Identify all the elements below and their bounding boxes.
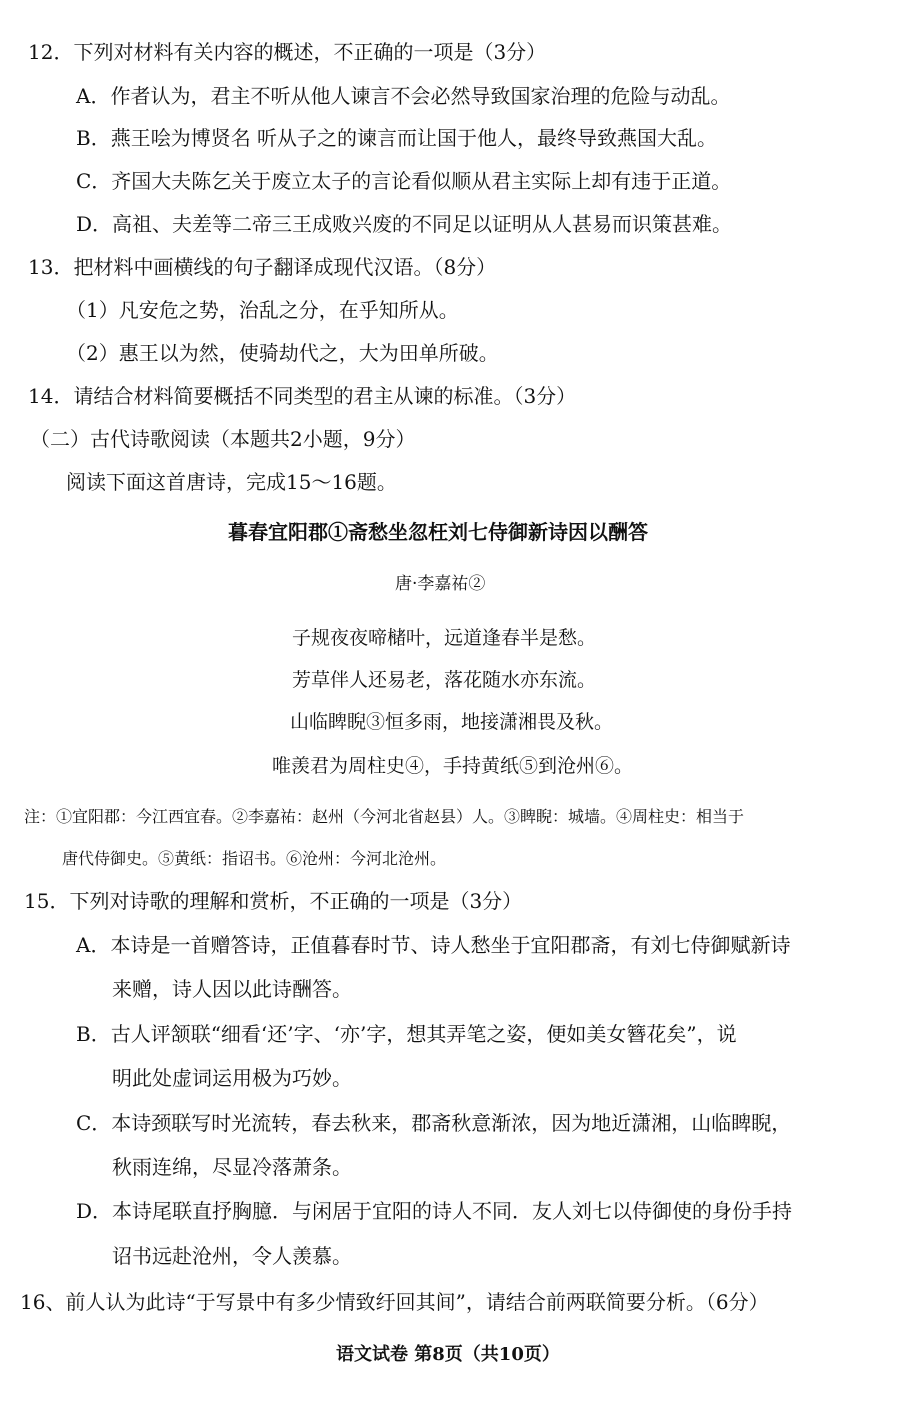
section-heading: （二）古代诗歌阅读（本题共2小题，9分） — [30, 427, 416, 451]
q12-option-b: B．燕王哙为博贤名 听从子之的谏言而让国于他人，最终导致燕国大乱。 — [76, 126, 718, 150]
page-footer: 语文试卷 第8页（共10页） — [336, 1344, 560, 1365]
q14-stem: 14．请结合材料简要概括不同类型的君主从谏的标准。（3分） — [28, 384, 577, 408]
q15-option-b-line-1: B．古人评颔联“细看‘还’字、‘亦’字，想其弄笔之姿，便如美女簪花矣”，说 — [76, 1022, 737, 1046]
q15-option-b-line-2: 明此处虚词运用极为巧妙。 — [112, 1066, 352, 1090]
q13-item-1: （1）凡安危之势，治乱之分，在乎知所从。 — [66, 298, 459, 322]
q12-option-d: D．高祖、夫差等二帝三王成败兴废的不同足以证明从人甚易而识策甚难。 — [76, 212, 733, 236]
q15-option-c-line-1: C．本诗颈联写时光流转，春去秋来，郡斋秋意渐浓，因为地近潇湘，山临睥睨， — [76, 1111, 792, 1135]
q12-option-c: C．齐国大夫陈乞关于废立太子的言论看似顺从君主实际上却有违于正道。 — [76, 169, 732, 193]
section-instruction: 阅读下面这首唐诗，完成15～16题。 — [66, 470, 397, 494]
poem-line-1: 子规夜夜啼槠叶，远道逢春半是愁。 — [292, 627, 597, 649]
q16-stem: 16、前人认为此诗“于写景中有多少情致纡回其间”，请结合前两联简要分析。（6分） — [20, 1290, 769, 1314]
q15-stem: 15．下列对诗歌的理解和赏析，不正确的一项是（3分） — [24, 889, 523, 913]
q15-option-a-line-1: A．本诗是一首赠答诗，正值暮春时节、诗人愁坐于宜阳郡斋，有刘七侍御赋新诗 — [76, 933, 791, 957]
q12-option-a: A．作者认为，君主不听从他人谏言不会必然导致国家治理的危险与动乱。 — [76, 84, 731, 108]
q13-item-2: （2）惠王以为然，使骑劫代之，大为田单所破。 — [66, 341, 499, 365]
q15-option-a-line-2: 来赠，诗人因以此诗酬答。 — [112, 977, 352, 1001]
q15-option-c-line-2: 秋雨连绵，尽显冷落萧条。 — [112, 1155, 352, 1179]
poem-line-4: 唯羡君为周柱史④，手持黄纸⑤到沧州⑥。 — [272, 755, 634, 777]
notes-line-2: 唐代侍御史。⑤黄纸：指诏书。⑥沧州：今河北沧州。 — [62, 849, 447, 868]
poem-author: 唐·李嘉祐② — [395, 574, 486, 594]
q12-stem: 12．下列对材料有关内容的概述，不正确的一项是（3分） — [28, 40, 547, 64]
poem-line-3: 山临睥睨③恒多雨，地接潇湘畏及秋。 — [290, 711, 614, 733]
q13-stem: 13．把材料中画横线的句子翻译成现代汉语。（8分） — [28, 255, 497, 279]
poem-line-2: 芳草伴人还易老，落花随水亦东流。 — [292, 669, 597, 691]
notes-line-1: 注：①宜阳郡：今江西宜春。②李嘉祐：赵州（今河北省赵县）人。③睥睨：城墙。④周柱史：相当于 — [24, 807, 745, 826]
q15-option-d-line-1: D．本诗尾联直抒胸臆．与闲居于宜阳的诗人不同．友人刘七以侍御使的身份手持 — [76, 1199, 793, 1223]
poem-title: 暮春宜阳郡①斋愁坐忽枉刘七侍御新诗因以酬答 — [228, 520, 648, 544]
q15-option-d-line-2: 诏书远赴沧州，令人羡慕。 — [112, 1244, 352, 1268]
